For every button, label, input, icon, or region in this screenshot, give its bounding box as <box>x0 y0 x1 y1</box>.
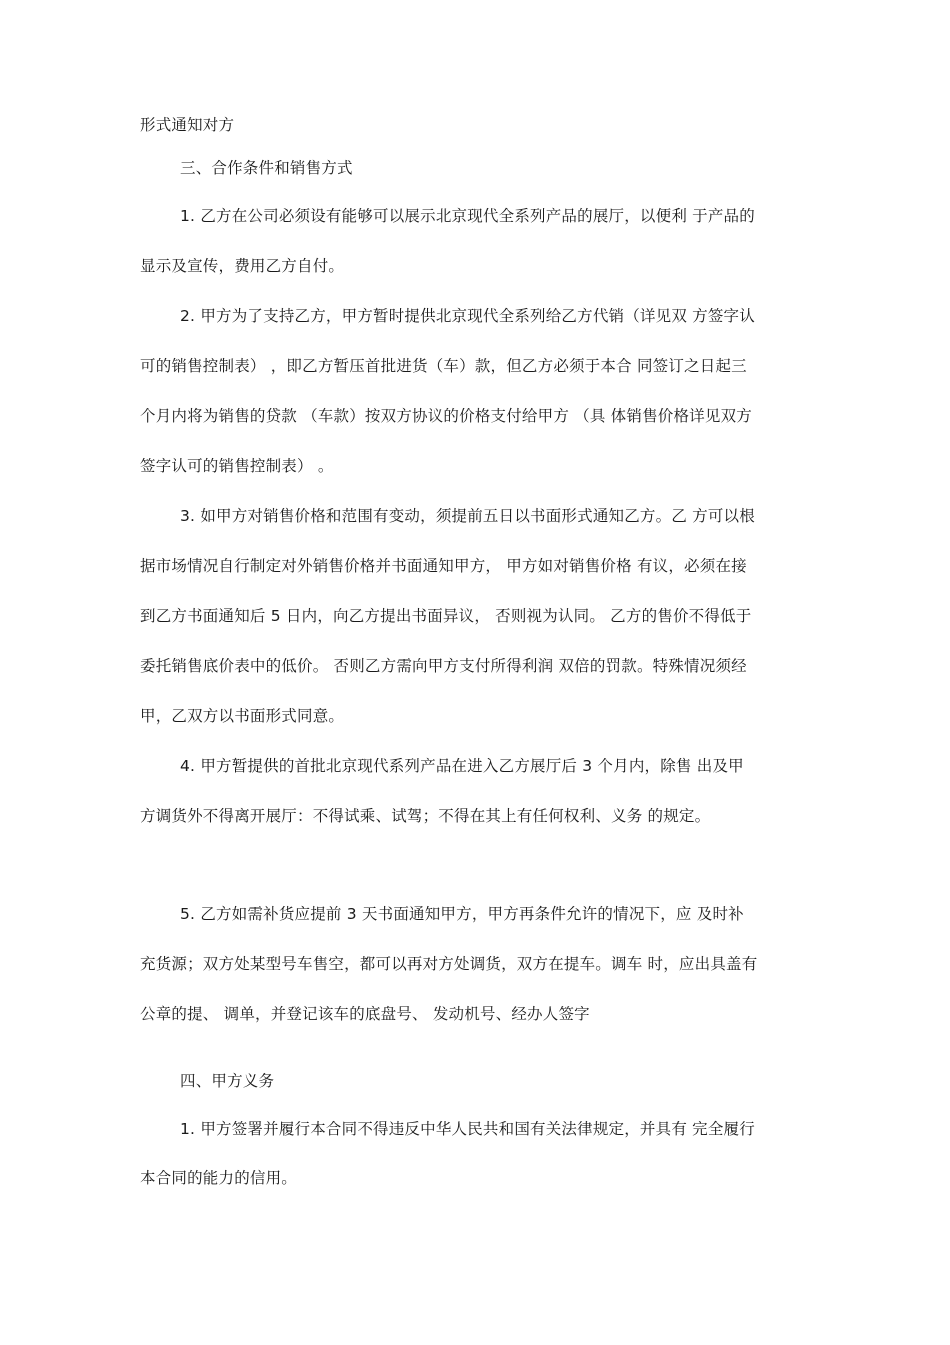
text-line: 据市场情况自行制定对外销售价格并书面通知甲方， 甲方如对销售价格 有议，必须在接 <box>140 557 747 575</box>
text-line: 2. 甲方为了支持乙方，甲方暂时提供北京现代全系列给乙方代销（详见双 方签字认 <box>180 307 755 325</box>
section-heading: 三、合作条件和销售方式 <box>180 159 353 177</box>
text-line: 5. 乙方如需补货应提前 3 天书面通知甲方，甲方再条件允许的情况下，应 及时补 <box>180 905 744 923</box>
text-line: 方调货外不得离开展厅：不得试乘、试驾；不得在其上有任何权利、义务 的规定。 <box>140 807 711 825</box>
text-line: 签字认可的销售控制表） 。 <box>140 457 334 475</box>
text-line: 4. 甲方暂提供的首批北京现代系列产品在进入乙方展厅后 3 个月内，除售 出及甲 <box>180 757 744 775</box>
text-line: 甲，乙双方以书面形式同意。 <box>140 707 345 725</box>
text-line: 显示及宣传，费用乙方自付。 <box>140 257 345 275</box>
text-line: 1. 乙方在公司必须设有能够可以展示北京现代全系列产品的展厅，以便利 于产品的 <box>180 207 755 225</box>
section-heading: 四、甲方义务 <box>180 1072 275 1090</box>
text-line: 本合同的能力的信用。 <box>140 1169 298 1187</box>
text-line: 个月内将为销售的贷款 （车款）按双方协议的价格支付给甲方 （具 体销售价格详见双方 <box>140 407 752 425</box>
text-line: 可的销售控制表） ，即乙方暂压首批进货（车）款，但乙方必须于本合 同签订之日起三 <box>140 357 747 375</box>
text-line: 充货源；双方处某型号车售空，都可以再对方处调货，双方在提车。调车 时，应出具盖有 <box>140 955 758 973</box>
text-line: 形式通知对方 <box>140 116 235 134</box>
text-line: 3. 如甲方对销售价格和范围有变动，须提前五日以书面形式通知乙方。乙 方可以根 <box>180 507 755 525</box>
text-line: 委托销售底价表中的低价。 否则乙方需向甲方支付所得利润 双倍的罚款。特殊情况须经 <box>140 657 747 675</box>
text-line: 1. 甲方签署并履行本合同不得违反中华人民共和国有关法律规定，并具有 完全履行 <box>180 1120 755 1138</box>
text-line: 到乙方书面通知后 5 日内，向乙方提出书面异议， 否则视为认同。 乙方的售价不得低于 <box>140 607 752 625</box>
text-line: 公章的提、 调单，并登记该车的底盘号、 发动机号、经办人签字 <box>140 1005 590 1023</box>
